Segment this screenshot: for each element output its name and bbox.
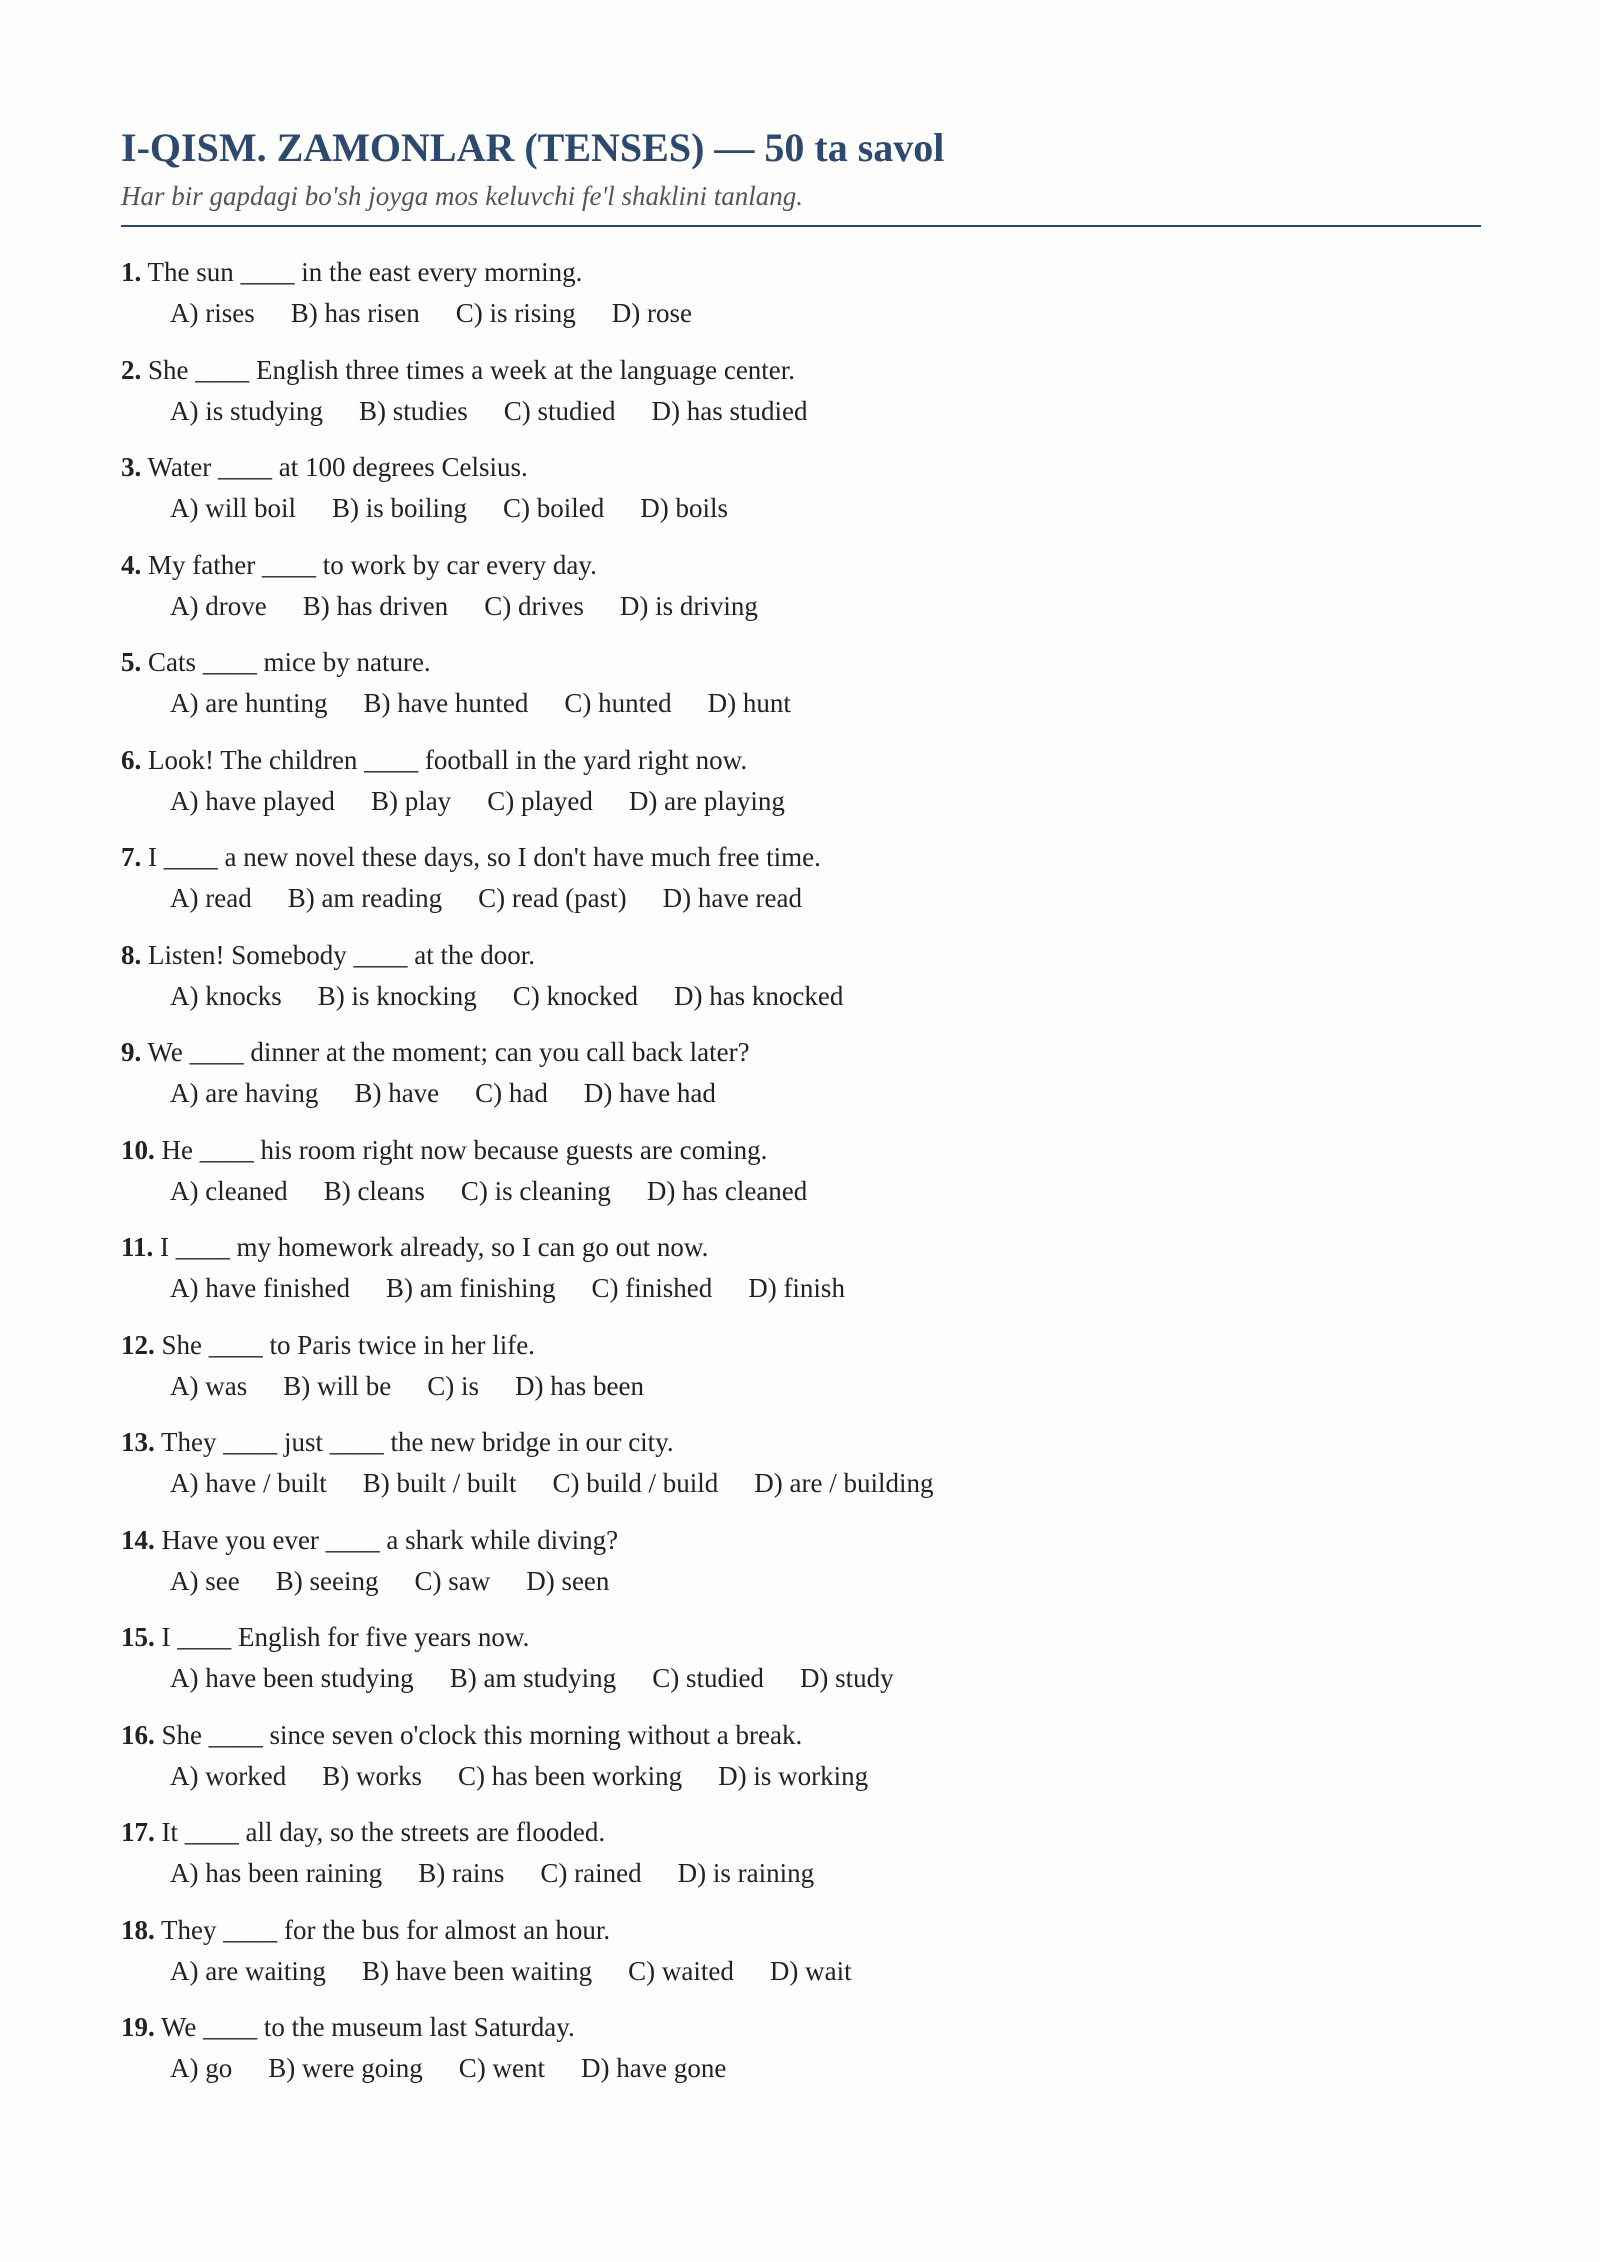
answer-option: A) will boil: [170, 493, 296, 523]
answer-option: C) is cleaning: [460, 1175, 611, 1206]
question-stem: [121, 545, 1481, 585]
answer-option: D) is driving: [619, 590, 758, 621]
answer-options: [121, 390, 1481, 432]
answer-options: [121, 292, 1481, 334]
answer-options: [121, 1170, 1481, 1212]
question-number: 7.: [121, 842, 142, 872]
page-instructions: Har bir gapdagi bo'sh joyga mos keluvchi fe'l shaklini tanlang.: [121, 181, 803, 211]
answer-option: A) are waiting: [170, 1955, 326, 1986]
question-item: [121, 545, 1481, 643]
answer-option: A) have been studying: [170, 1663, 414, 1693]
question-stem: [121, 350, 1481, 390]
answer-option: B) is boiling: [332, 493, 468, 523]
answer-options: [121, 1657, 1481, 1699]
question-text: I ____ my homework already, so I can go out now.: [160, 1232, 709, 1262]
answer-option: D) has knocked: [673, 980, 844, 1011]
question-stem: [121, 2007, 1481, 2047]
answer-option: B) rains: [418, 1858, 505, 1888]
answer-option: B) am studying: [449, 1663, 617, 1693]
answer-option: A) have / built: [170, 1468, 327, 1498]
answer-option: C) went: [458, 2053, 545, 2083]
question-item: [121, 1617, 1481, 1715]
question-number: 13.: [121, 1427, 155, 1457]
question-item: [121, 642, 1481, 740]
answer-option: B) am finishing: [385, 1273, 556, 1303]
question-number: 14.: [121, 1524, 155, 1555]
answer-option: B) will be: [283, 1370, 392, 1401]
question-stem: [121, 447, 1481, 487]
answer-options: [121, 975, 1481, 1017]
question-stem: [121, 1715, 1481, 1755]
answer-option: C) played: [487, 785, 593, 816]
answer-option: D) boils: [640, 493, 729, 523]
page-header: [121, 118, 1481, 214]
answer-options: [121, 682, 1481, 724]
question-stem: [121, 642, 1481, 682]
answer-option: A) are having: [170, 1078, 319, 1108]
question-item: [121, 2007, 1481, 2105]
question-stem: [121, 740, 1481, 780]
answer-option: D) wait: [769, 1955, 852, 1986]
question-stem: [121, 1032, 1481, 1072]
answer-option: C) drives: [484, 590, 584, 621]
answer-option: A) drove: [170, 590, 267, 621]
answer-option: C) build / build: [552, 1468, 719, 1498]
answer-option: C) knocked: [512, 980, 638, 1011]
answer-option: B) has risen: [290, 298, 420, 328]
question-number: 4.: [121, 549, 142, 580]
question-stem: [121, 837, 1481, 877]
answer-option: C) studied: [652, 1663, 764, 1693]
answer-option: C) is rising: [455, 298, 576, 328]
question-text: Look! The children ____ football in the yard right now.: [148, 744, 748, 775]
question-item: [121, 447, 1481, 545]
question-stem: [121, 1130, 1481, 1170]
question-number: 3.: [121, 452, 142, 482]
answer-option: C) studied: [503, 395, 616, 426]
answer-option: B) have: [354, 1078, 440, 1108]
answer-option: A) are hunting: [170, 688, 328, 718]
question-stem: [121, 1910, 1481, 1950]
answer-option: D) finish: [748, 1273, 845, 1303]
question-text: He ____ his room right now because guests are coming.: [161, 1134, 768, 1165]
answer-option: B) cleans: [323, 1175, 425, 1206]
answer-option: B) works: [322, 1760, 422, 1791]
question-number: 16.: [121, 1719, 155, 1750]
answer-option: C) rained: [540, 1858, 642, 1888]
answer-options: [121, 1072, 1481, 1114]
answer-option: C) waited: [628, 1955, 734, 1986]
question-number: 9.: [121, 1037, 142, 1067]
question-number: 10.: [121, 1134, 155, 1165]
answer-option: A) knocks: [170, 980, 282, 1011]
question-item: [121, 1227, 1481, 1325]
question-text: It ____ all day, so the streets are flooded.: [161, 1817, 606, 1847]
question-number: 2.: [121, 354, 142, 385]
answer-option: D) hunt: [707, 688, 791, 718]
question-item: [121, 350, 1481, 448]
answer-option: B) seeing: [275, 1565, 379, 1596]
answer-options: [121, 487, 1481, 529]
answer-option: C) had: [475, 1078, 548, 1108]
answer-options: [121, 1755, 1481, 1797]
question-number: 17.: [121, 1817, 155, 1847]
question-item: [121, 1520, 1481, 1618]
answer-option: D) are playing: [628, 785, 785, 816]
answer-option: D) rose: [611, 298, 692, 328]
question-text: Cats ____ mice by nature.: [148, 647, 431, 677]
question-item: [121, 1812, 1481, 1910]
answer-options: [121, 877, 1481, 919]
answer-option: D) has been: [515, 1370, 644, 1401]
answer-option: A) was: [170, 1370, 248, 1401]
answer-options: [121, 1365, 1481, 1407]
answer-option: D) seen: [526, 1565, 610, 1596]
answer-option: D) have read: [662, 883, 803, 913]
answer-option: A) go: [170, 2053, 233, 2083]
question-text: They ____ for the bus for almost an hour.: [161, 1914, 611, 1945]
question-text: I ____ English for five years now.: [161, 1622, 530, 1652]
question-stem: [121, 1520, 1481, 1560]
question-number: 1.: [121, 257, 142, 287]
answer-option: D) has cleaned: [646, 1175, 808, 1206]
answer-option: C) read (past): [478, 883, 627, 913]
question-number: 11.: [121, 1232, 154, 1262]
answer-option: D) is working: [718, 1760, 869, 1791]
question-item: [121, 1422, 1481, 1520]
answer-option: B) have hunted: [363, 688, 529, 718]
answer-option: A) worked: [170, 1760, 287, 1791]
question-text: She ____ to Paris twice in her life.: [161, 1329, 535, 1360]
question-stem: [121, 252, 1481, 292]
question-number: 6.: [121, 744, 142, 775]
answer-option: C) boiled: [503, 493, 605, 523]
question-text: We ____ dinner at the moment; can you call back later?: [147, 1037, 750, 1067]
question-number: 5.: [121, 647, 142, 677]
question-item: [121, 740, 1481, 838]
question-number: 18.: [121, 1914, 155, 1945]
answer-option: A) see: [170, 1565, 240, 1596]
answer-option: A) is studying: [170, 395, 324, 426]
question-text: They ____ just ____ the new bridge in our city.: [161, 1427, 674, 1457]
question-text: My father ____ to work by car every day.: [148, 549, 597, 580]
question-item: [121, 1715, 1481, 1813]
question-item: [121, 1910, 1481, 2008]
answer-option: B) has driven: [302, 590, 449, 621]
question-number: 19.: [121, 2012, 155, 2042]
question-item: [121, 1032, 1481, 1130]
answer-option: A) has been raining: [170, 1858, 383, 1888]
answer-options: [121, 1267, 1481, 1309]
answer-option: B) built / built: [362, 1468, 517, 1498]
answer-option: C) finished: [591, 1273, 713, 1303]
answer-option: A) read: [170, 883, 252, 913]
answer-option: D) has studied: [651, 395, 808, 426]
question-number: 8.: [121, 939, 142, 970]
answer-option: B) studies: [359, 395, 468, 426]
answer-option: D) have gone: [580, 2053, 727, 2083]
answer-option: D) are / building: [754, 1468, 934, 1498]
question-number: 15.: [121, 1622, 155, 1652]
question-text: She ____ English three times a week at the language center.: [148, 354, 796, 385]
answer-options: [121, 780, 1481, 822]
answer-option: B) were going: [268, 2053, 423, 2083]
answer-options: [121, 1560, 1481, 1602]
answer-option: A) rises: [170, 298, 255, 328]
question-item: [121, 1130, 1481, 1228]
question-text: Listen! Somebody ____ at the door.: [148, 939, 535, 970]
answer-option: A) have finished: [170, 1273, 350, 1303]
answer-options: [121, 585, 1481, 627]
question-text: Have you ever ____ a shark while diving?: [161, 1524, 619, 1555]
answer-option: D) is raining: [677, 1858, 815, 1888]
question-stem: [121, 1227, 1481, 1267]
answer-option: B) play: [370, 785, 452, 816]
answer-option: B) am reading: [287, 883, 443, 913]
question-stem: [121, 1617, 1481, 1657]
header-divider: [121, 225, 1481, 227]
question-item: [121, 1325, 1481, 1423]
answer-options: [121, 1950, 1481, 1992]
answer-options: [121, 2047, 1481, 2089]
question-text: We ____ to the museum last Saturday.: [161, 2012, 575, 2042]
question-text: I ____ a new novel these days, so I don't have much free time.: [148, 842, 821, 872]
page-title: I-QISM. ZAMONLAR (TENSES) — 50 ta savol: [121, 125, 945, 170]
answer-option: B) is knocking: [317, 980, 477, 1011]
question-text: The sun ____ in the east every morning.: [147, 257, 583, 287]
question-list: [121, 252, 1481, 2105]
question-stem: [121, 1422, 1481, 1462]
answer-option: C) hunted: [564, 688, 672, 718]
answer-option: D) have had: [583, 1078, 716, 1108]
question-number: 12.: [121, 1329, 155, 1360]
answer-options: [121, 1462, 1481, 1504]
answer-option: C) is: [427, 1370, 479, 1401]
answer-option: B) have been waiting: [361, 1955, 593, 1986]
question-item: [121, 935, 1481, 1033]
question-text: She ____ since seven o'clock this morning without a break.: [161, 1719, 803, 1750]
question-item: [121, 837, 1481, 935]
question-item: [121, 252, 1481, 350]
answer-option: C) has been working: [457, 1760, 683, 1791]
question-text: Water ____ at 100 degrees Celsius.: [147, 452, 528, 482]
question-stem: [121, 1325, 1481, 1365]
answer-option: C) saw: [414, 1565, 491, 1596]
answer-option: D) study: [799, 1663, 894, 1693]
answer-option: A) have played: [170, 785, 335, 816]
answer-option: A) cleaned: [170, 1175, 288, 1206]
question-stem: [121, 1812, 1481, 1852]
answer-options: [121, 1852, 1481, 1894]
question-stem: [121, 935, 1481, 975]
